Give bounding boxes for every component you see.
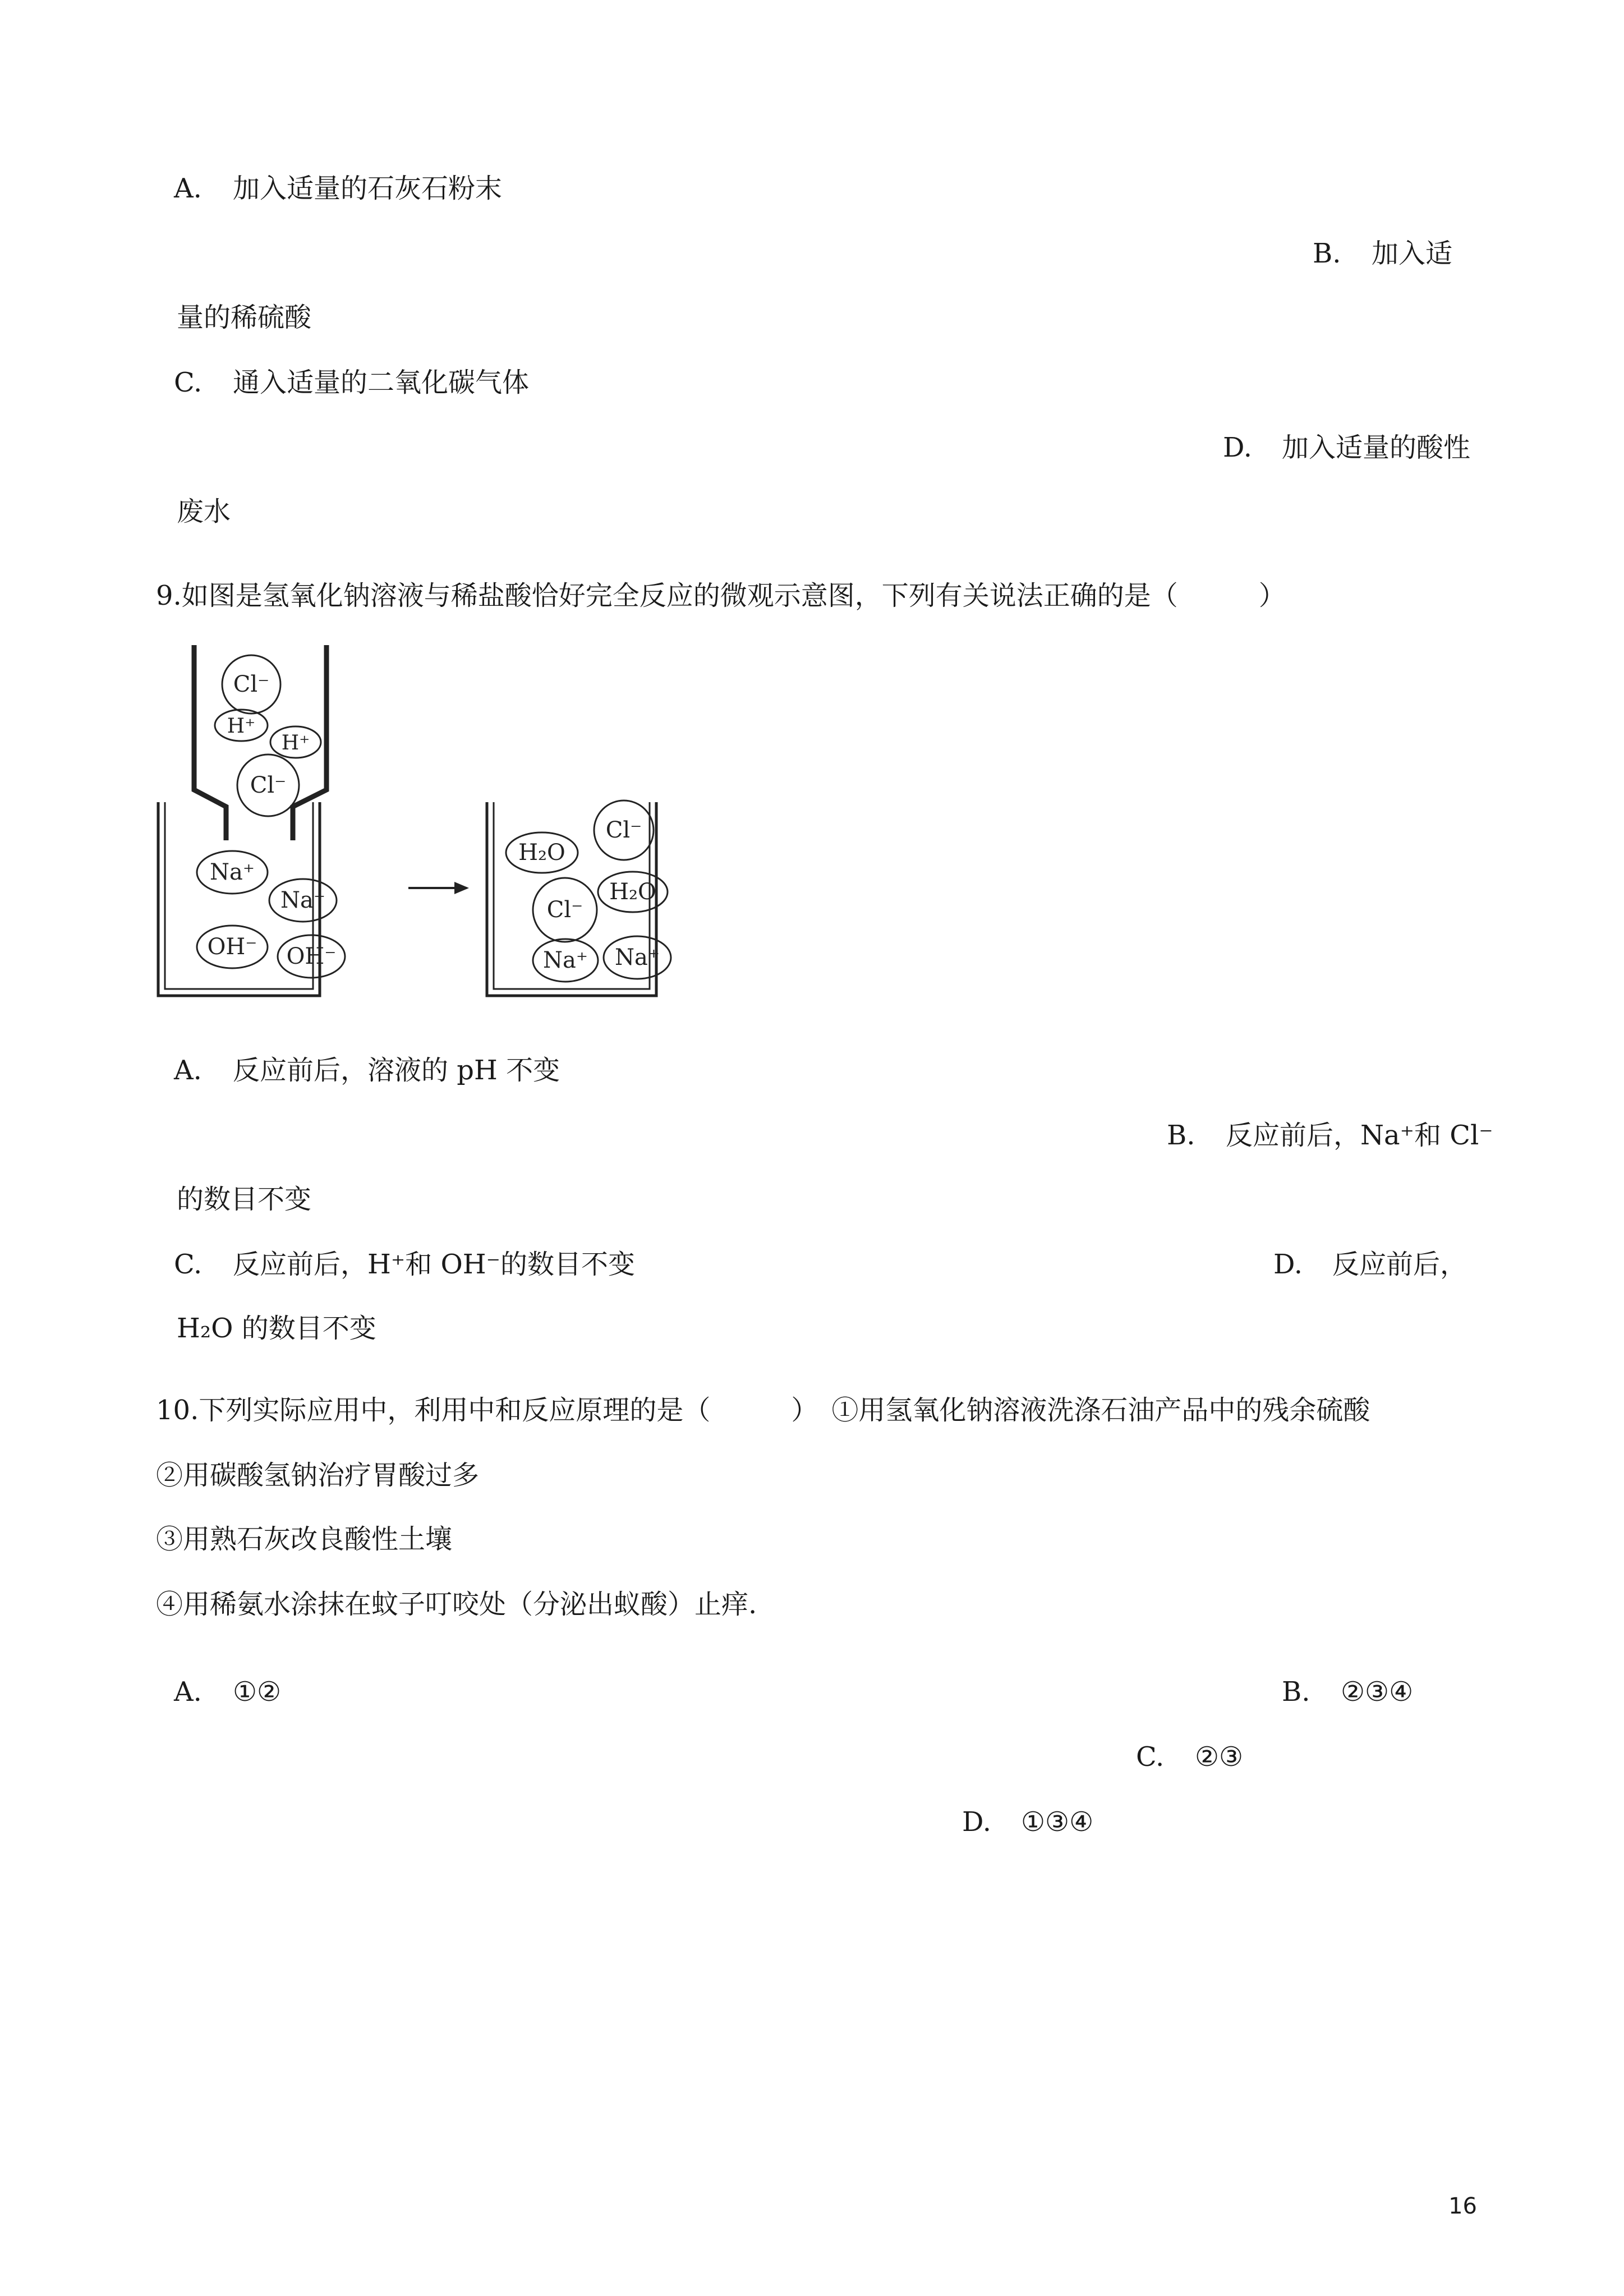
q9-option-a <box>174 1053 560 1087</box>
q8-option-d-continued: 废水 <box>177 496 231 527</box>
funnel-ion-label: Cl⁻ <box>250 772 287 798</box>
option-text: ①③④ <box>1021 1806 1094 1838</box>
particle-label: Na⁺ <box>543 947 588 973</box>
option-text: 通入适量的二氧化碳气体 <box>233 367 530 398</box>
option-text: 反应前后， <box>1332 1249 1467 1280</box>
option-label: C. <box>174 1249 203 1280</box>
particle-label: Na⁺ <box>615 945 660 970</box>
q10-option-d <box>962 1805 1093 1839</box>
q9-option-c <box>174 1248 635 1281</box>
neutralization-diagram <box>151 639 718 1010</box>
option-label: D. <box>1223 432 1253 463</box>
reaction-arrow <box>408 882 469 894</box>
option-text: 加入适 <box>1372 238 1453 269</box>
q10-item-4: ④用稀氨水涂抹在蚊子叮咬处（分泌出蚁酸）止痒. <box>156 1589 757 1620</box>
funnel-ion-label: H⁺ <box>281 731 310 754</box>
q10-option-b <box>1282 1675 1413 1709</box>
option-text: 反应前后，H⁺和 OH⁻的数目不变 <box>233 1249 636 1280</box>
q8-option-d <box>1223 431 1470 464</box>
particle-label: H₂O <box>518 840 565 866</box>
beaker-ion-label: Na⁺ <box>210 859 255 885</box>
particle-label: Cl⁻ <box>546 897 583 923</box>
option-label: D. <box>1273 1249 1303 1280</box>
q8-option-b <box>1313 237 1452 270</box>
q10-stem: 10.下列实际应用中，利用中和反应原理的是（ ） ①用氢氧化钠溶液洗涤石油产品中的残余硫酸 <box>156 1395 1370 1426</box>
option-label: D. <box>962 1806 992 1838</box>
beaker-ion-label: OH⁻ <box>286 944 337 969</box>
q9-option-d-continued: H₂O 的数目不变 <box>177 1313 376 1344</box>
particle-label: Cl⁻ <box>605 817 642 843</box>
option-label: C. <box>174 367 203 398</box>
option-text: ②③④ <box>1341 1676 1414 1708</box>
option-label: B. <box>1313 238 1341 269</box>
q9-option-b-continued: 的数目不变 <box>177 1184 312 1215</box>
option-text: 加入适量的酸性 <box>1282 432 1471 463</box>
option-text: 反应前后，溶液的 pH 不变 <box>233 1055 560 1086</box>
q8-option-b-continued: 量的稀硫酸 <box>177 302 312 333</box>
q8-option-c <box>174 366 529 399</box>
option-label: C. <box>1136 1741 1165 1773</box>
q10-option-c <box>1136 1740 1243 1774</box>
option-text: 反应前后，Na⁺和 Cl⁻ <box>1226 1120 1493 1151</box>
funnel-ion-label: H⁺ <box>227 715 256 738</box>
q8-option-a <box>174 172 502 205</box>
q10-item-3: ③用熟石灰改良酸性土壤 <box>156 1524 453 1555</box>
option-label: A. <box>174 1055 202 1086</box>
q9-option-d <box>1273 1248 1467 1281</box>
q10-option-a <box>174 1675 281 1709</box>
option-label: B. <box>1167 1120 1195 1151</box>
q9-option-b <box>1167 1119 1493 1152</box>
page-number: 16 <box>1448 2193 1477 2219</box>
beaker-ion-label: Na⁺ <box>280 887 325 913</box>
q10-item-2: ②用碳酸氢钠治疗胃酸过多 <box>156 1460 480 1491</box>
q9-stem: 9.如图是氢氧化钠溶液与稀盐酸恰好完全反应的微观示意图，下列有关说法正确的是（ ） <box>156 580 1286 611</box>
funnel-ion-label: Cl⁻ <box>233 671 270 697</box>
option-text: ②③ <box>1195 1741 1244 1773</box>
option-text: 加入适量的石灰石粉末 <box>233 173 503 204</box>
option-label: B. <box>1282 1676 1310 1708</box>
particle-label: H₂O <box>609 879 656 905</box>
option-label: A. <box>174 173 202 204</box>
option-label: A. <box>174 1676 202 1708</box>
option-text: ①② <box>233 1676 282 1708</box>
beaker-ion-label: OH⁻ <box>207 934 257 960</box>
